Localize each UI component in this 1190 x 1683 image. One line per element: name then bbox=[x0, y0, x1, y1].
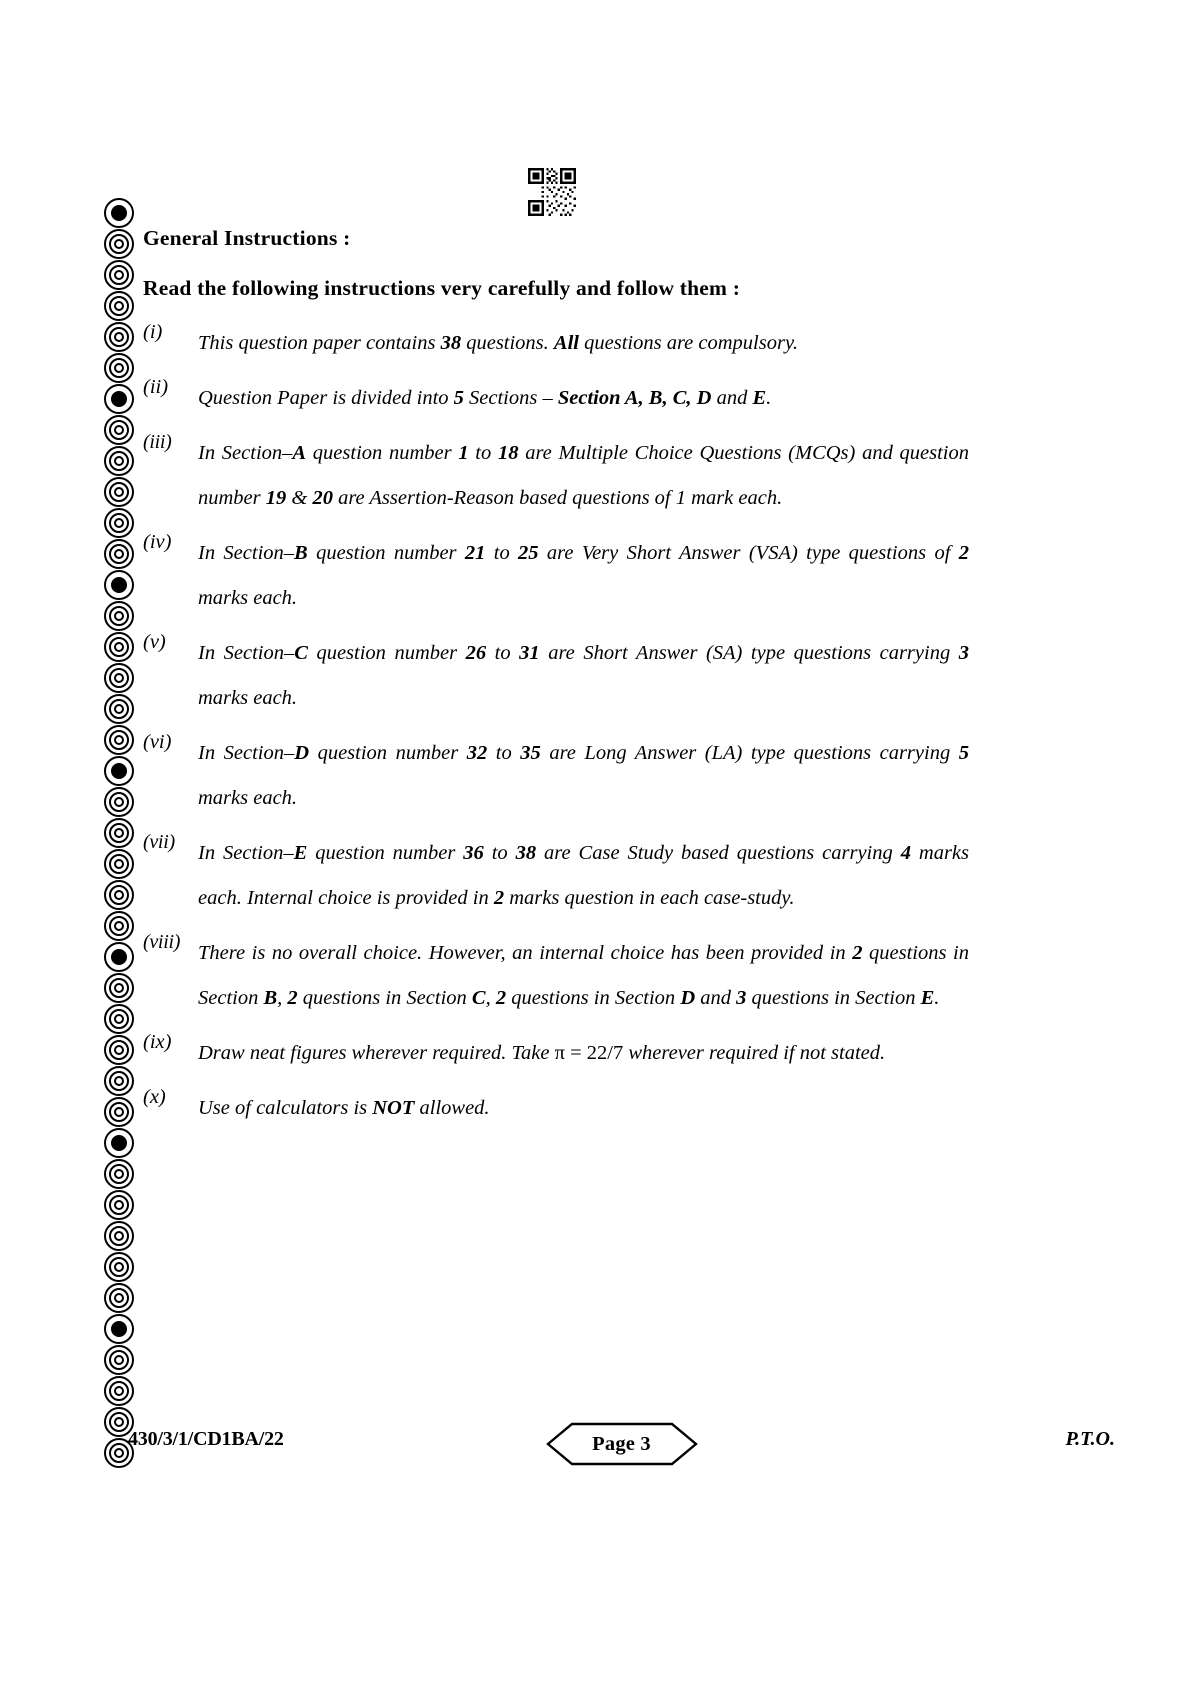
binding-hole bbox=[104, 229, 134, 259]
binding-hole bbox=[104, 1097, 134, 1127]
instruction-text: In Section–A question number 1 to 18 are Multiple Choice Questions (MCQs) and question number 19 & 20 are Assertion-Reason based questions of 1 mark each. bbox=[198, 442, 970, 509]
binding-hole bbox=[104, 911, 134, 941]
binding-hole bbox=[104, 322, 134, 352]
instruction-text: In Section–D question number 32 to 35 are Long Answer (LA) type questions carrying 5 marks each. bbox=[198, 742, 969, 809]
instruction-item bbox=[143, 931, 969, 1021]
binding-hole bbox=[104, 260, 134, 290]
spiral-binding-holes bbox=[104, 198, 138, 1458]
page-number-badge bbox=[546, 1422, 698, 1466]
binding-hole bbox=[104, 353, 134, 383]
binding-hole bbox=[104, 1376, 134, 1406]
instruction-marker: (v) bbox=[143, 631, 166, 653]
instruction-item bbox=[143, 831, 969, 921]
binding-hole bbox=[104, 291, 134, 321]
instructions-block bbox=[143, 228, 969, 1141]
instruction-marker: (i) bbox=[143, 321, 163, 343]
instruction-item bbox=[143, 731, 969, 821]
binding-hole bbox=[104, 601, 134, 631]
binding-hole bbox=[104, 1190, 134, 1220]
binding-hole bbox=[104, 384, 134, 414]
binding-hole bbox=[104, 198, 134, 228]
binding-hole bbox=[104, 632, 134, 662]
instruction-marker: (viii) bbox=[143, 931, 181, 953]
instruction-marker: (ix) bbox=[143, 1031, 172, 1053]
instruction-item bbox=[143, 631, 969, 721]
binding-hole bbox=[104, 477, 134, 507]
instruction-item bbox=[143, 531, 969, 621]
instruction-text: This question paper contains 38 questions. All questions are compulsory. bbox=[198, 332, 799, 354]
binding-hole bbox=[104, 415, 134, 445]
binding-hole bbox=[104, 880, 134, 910]
binding-hole bbox=[104, 787, 134, 817]
binding-hole bbox=[104, 818, 134, 848]
instruction-text: In Section–B question number 21 to 25 are Very Short Answer (VSA) type questions of 2 marks each. bbox=[198, 542, 970, 609]
instruction-marker: (x) bbox=[143, 1086, 166, 1108]
page-footer bbox=[128, 1422, 1115, 1468]
instruction-list bbox=[143, 321, 969, 1131]
pto-label: P.T.O. bbox=[1065, 1428, 1115, 1450]
page-number-label: Page 3 bbox=[592, 1432, 651, 1455]
qr-code bbox=[528, 168, 576, 216]
binding-hole bbox=[104, 694, 134, 724]
instruction-marker: (iv) bbox=[143, 531, 172, 553]
instruction-item bbox=[143, 321, 969, 366]
binding-hole bbox=[104, 508, 134, 538]
instruction-marker: (iii) bbox=[143, 431, 172, 453]
binding-hole bbox=[104, 1314, 134, 1344]
instruction-item bbox=[143, 431, 969, 521]
binding-hole bbox=[104, 756, 134, 786]
instruction-marker: (ii) bbox=[143, 376, 169, 398]
binding-hole bbox=[104, 849, 134, 879]
binding-hole bbox=[104, 1345, 134, 1375]
binding-hole bbox=[104, 1128, 134, 1158]
instruction-text: There is no overall choice. However, an internal choice has been provided in 2 questions in Section B, 2 questions in Section C, 2 questions in Section D and 3 questions in Section E. bbox=[198, 942, 969, 1009]
binding-hole bbox=[104, 1221, 134, 1251]
instruction-text: Use of calculators is NOT allowed. bbox=[198, 1097, 490, 1119]
general-instructions-heading: General Instructions : bbox=[143, 226, 351, 250]
instruction-item bbox=[143, 376, 969, 421]
instruction-text: In Section–C question number 26 to 31 are Short Answer (SA) type questions carrying 3 marks each. bbox=[198, 642, 969, 709]
instruction-item bbox=[143, 1031, 969, 1076]
binding-hole bbox=[104, 1159, 134, 1189]
binding-hole bbox=[104, 725, 134, 755]
binding-hole bbox=[104, 942, 134, 972]
binding-hole bbox=[104, 663, 134, 693]
binding-hole bbox=[104, 539, 134, 569]
instruction-marker: (vi) bbox=[143, 731, 172, 753]
instruction-text: In Section–E question number 36 to 38 are Case Study based questions carrying 4 marks each. Internal choice is provided in 2 marks question in each case-study. bbox=[198, 842, 970, 909]
binding-hole bbox=[104, 1066, 134, 1096]
binding-hole bbox=[104, 1004, 134, 1034]
binding-hole bbox=[104, 1035, 134, 1065]
binding-hole bbox=[104, 1252, 134, 1282]
binding-hole bbox=[104, 446, 134, 476]
read-carefully-heading: Read the following instructions very carefully and follow them : bbox=[143, 275, 741, 300]
binding-hole bbox=[104, 1283, 134, 1313]
instruction-text: Draw neat figures wherever required. Take π = 22/7 wherever required if not stated. bbox=[198, 1042, 886, 1064]
binding-hole bbox=[104, 570, 134, 600]
binding-hole bbox=[104, 973, 134, 1003]
instruction-marker: (vii) bbox=[143, 831, 175, 853]
paper-code: 430/3/1/CD1BA/22 bbox=[128, 1428, 284, 1450]
instruction-item bbox=[143, 1086, 969, 1131]
instruction-text: Question Paper is divided into 5 Sections – Section A, B, C, D and E. bbox=[198, 387, 772, 409]
